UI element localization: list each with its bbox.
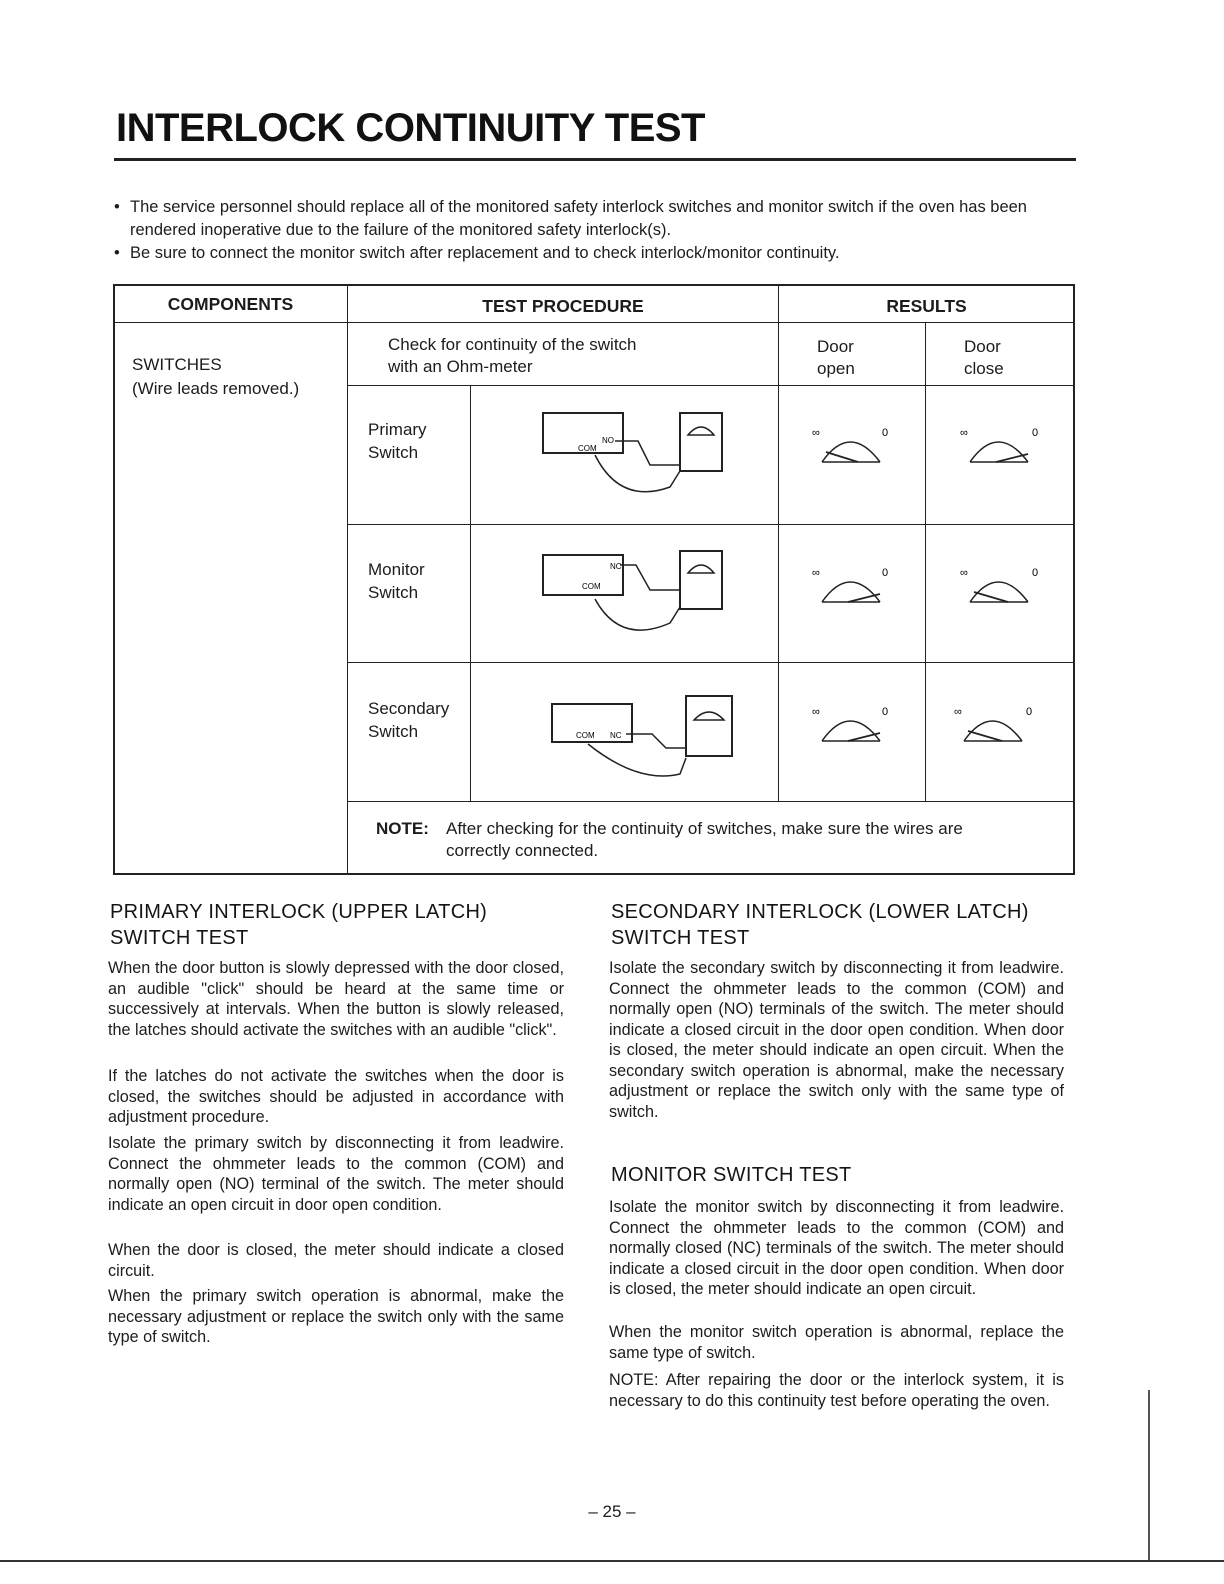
monitor-paragraph: When the monitor switch operation is abnormal, replace the same type of switch. [609, 1323, 1064, 1362]
table-col-divider [778, 284, 779, 801]
table-header-divider [113, 322, 1075, 323]
result-door-close-label: Door [964, 337, 1001, 356]
table-border-left [113, 284, 115, 875]
secondary-switch-ohmmeter-diagram [548, 688, 748, 788]
row-label-secondary: Switch [368, 722, 419, 741]
header-components: COMPONENTS [167, 294, 294, 314]
table-row-divider [347, 662, 1075, 663]
primary-paragraph: When the door is closed, the meter should indicate a closed circuit. [108, 1241, 564, 1280]
primary-paragraph: When the door button is slowly depressed with the door closed, an audible "click" should be heard at the same time or successively at intervals. When the button is slowly released, the latches should activate the switches with an audible "click". [108, 959, 564, 1039]
terminal-nc-label: NC [610, 562, 622, 571]
primary-paragraph: If the latches do not activate the switches when the door is closed, the switches should be adjusted in accordance with adjustment procedure. [108, 1067, 564, 1126]
bullet-item: • Be sure to connect the monitor switch after replacement and to check interlock/monitor continuity. [114, 242, 1079, 265]
monitor-paragraph: Isolate the monitor switch by disconnecting it from leadwire. Connect the ohmmeter leads to the common (COM) and normally closed (NC) terminals of the switch. The meter should indicate a closed circuit in the door open condition. When door is closed, the meter should indicate an open circuit. [609, 1198, 1064, 1298]
primary-door-close-gauge [956, 422, 1046, 472]
intro-bullets [114, 196, 1079, 265]
header-test-procedure: TEST PROCEDURE [482, 296, 644, 316]
terminal-no-label: NO [602, 436, 614, 445]
scale-infinity-label: ∞ [812, 427, 820, 439]
monitor-door-close-gauge [956, 562, 1046, 612]
page-title: INTERLOCK CONTINUITY TEST [116, 106, 705, 150]
title-underline [114, 158, 1076, 161]
procedure-intro-line: Check for continuity of the switch [388, 335, 637, 354]
scale-zero-label: 0 [1032, 567, 1039, 579]
table-row-divider [347, 385, 1075, 386]
terminal-com-label: COM [578, 444, 597, 453]
row-label-monitor: Switch [368, 583, 419, 602]
table-col-divider [470, 385, 471, 801]
component-name: SWITCHES [132, 355, 222, 374]
secondary-door-close-gauge [950, 701, 1040, 751]
secondary-door-open-gauge [808, 701, 898, 751]
monitor-switch-ohmmeter-diagram [540, 545, 740, 645]
table-border-right [1073, 284, 1075, 875]
result-door-open-label: Door [817, 337, 854, 356]
table-col-divider [925, 322, 926, 801]
row-label-monitor: Monitor [368, 560, 425, 579]
secondary-section-title: SECONDARY INTERLOCK (LOWER LATCH) SWITCH TEST [611, 901, 1029, 949]
procedure-intro-line: with an Ohm-meter [388, 357, 533, 376]
table-note-line: After checking for the continuity of switches, make sure the wires are [446, 819, 963, 838]
terminal-com-label: COM [582, 582, 601, 591]
row-label-secondary: Secondary [368, 699, 450, 718]
scale-zero-label: 0 [1026, 706, 1033, 718]
table-border-bottom [113, 873, 1075, 875]
primary-section-title: PRIMARY INTERLOCK (UPPER LATCH) SWITCH TEST [110, 901, 488, 949]
result-door-close-label: close [964, 359, 1004, 378]
table-col-divider [347, 284, 348, 875]
secondary-paragraph: Isolate the secondary switch by disconnecting it from leadwire. Connect the ohmmeter leads to the common (COM) and normally open (NO) terminals of the switch. The meter should indicate a closed circuit in the door open condition. When door is closed, the meter should indicate an open circuit. When the secondary switch operation is abnormal, make the necessary adjustment or replace the switch only with the same type of switch. [609, 959, 1064, 1121]
bottom-edge-line [0, 1560, 1224, 1562]
bullet-item: • The service personnel should replace all of the monitored safety interlock switches and monitor switch if the oven has been rendered inoperative due to the failure of the monitored safety interlock(s). [114, 198, 1027, 239]
scan-edge-mark [1148, 1390, 1150, 1560]
scale-zero-label: 0 [1032, 427, 1039, 439]
monitor-note-label: NOTE: [609, 1371, 659, 1389]
primary-door-open-gauge [808, 422, 898, 472]
monitor-note [609, 1370, 1064, 1411]
table-note-label: NOTE: [376, 819, 429, 838]
monitor-note-text: After repairing the door or the interlock system, it is necessary to do this continuity test before operating the oven. [609, 1371, 1064, 1410]
result-door-open-label: open [817, 359, 855, 378]
table-note-line: correctly connected. [446, 841, 599, 860]
table-row-divider [347, 801, 1075, 802]
monitor-section-title: MONITOR SWITCH TEST [611, 1164, 852, 1186]
row-label-primary: Switch [368, 443, 419, 462]
scale-infinity-label: ∞ [954, 706, 962, 718]
component-note: (Wire leads removed.) [132, 379, 300, 398]
table-row-divider [347, 524, 1075, 525]
terminal-com-label: COM [576, 731, 595, 740]
header-results: RESULTS [886, 296, 967, 316]
primary-switch-ohmmeter-diagram [540, 405, 740, 505]
scale-zero-label: 0 [882, 706, 889, 718]
row-label-primary: Primary [368, 420, 427, 439]
scale-zero-label: 0 [882, 427, 889, 439]
scale-infinity-label: ∞ [960, 567, 968, 579]
bullet-icon: • [114, 198, 120, 216]
scale-infinity-label: ∞ [960, 427, 968, 439]
page-number: – 25 – [588, 1502, 636, 1521]
terminal-nc-label: NC [610, 731, 622, 740]
monitor-door-open-gauge [808, 562, 898, 612]
primary-paragraph: Isolate the primary switch by disconnecting it from leadwire. Connect the ohmmeter leads to the common (COM) and normally open (NO) terminal of the switch. The meter should indicate an open circuit in door open condition. [108, 1134, 564, 1214]
scale-infinity-label: ∞ [812, 567, 820, 579]
bullet-icon: • [114, 244, 120, 262]
primary-paragraph: When the primary switch operation is abnormal, make the necessary adjustment or replace the switch only with the same type of switch. [108, 1287, 564, 1346]
table-border-top [113, 284, 1075, 286]
scale-zero-label: 0 [882, 567, 889, 579]
scale-infinity-label: ∞ [812, 706, 820, 718]
